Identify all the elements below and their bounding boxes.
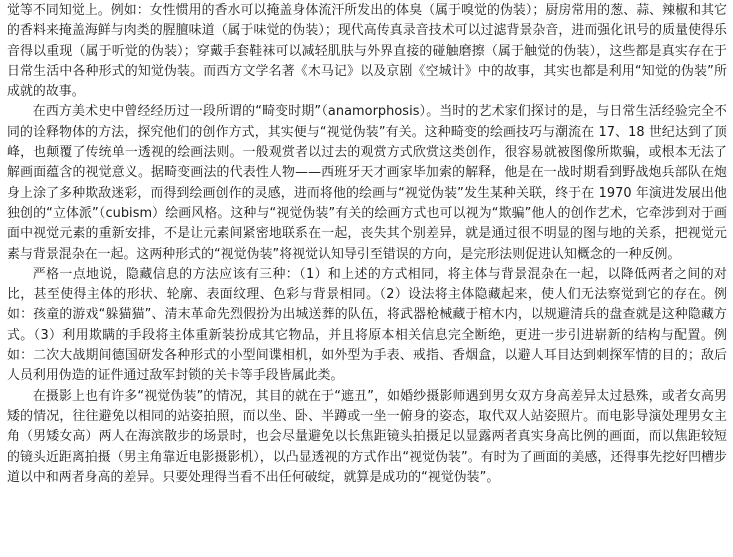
paragraph-2: 在西方美术史中曾经经历过一段所谓的“畸变时期”（anamorphosis）。当时的艺术家们探讨的是，与日常生活经验完全不同的诠释物体的方法，探究他们的创作方式，其实便与“视觉伪装”有关。这种畸变的绘画技巧与潮流在 17、18 世纪达到了顶峰，也颠覆了传统单一透视的绘画法则。一般观赏者以过去的观赏方式欣赏这类创作，很容易就被图像所欺骗，或根本无法了解画面蕴含的视觉意义。据畸变画法的代表性人物——西班牙天才画家毕加索的解释，他是在一战时期看到野战炮兵部队在炮身上涂了多种欺敌迷彩，而得到绘画创作的灵感，进而将他的绘画与“视觉伪装”发生某种关联，终于在 1970 年演进发展出他独创的“立体派”（cubism）绘画风格。这种与“视觉伪装”有关的绘画方式也可以视为“欺骗”他人的创作艺术，它牵涉到对于画面中视觉元素的重新安排，不是让元素间紧密地联系在一起，丧失其个别差异，就是通过很不明显的图与地的关系，把视觉元素与背景混杂在一起。这两种形式的“视觉伪装”将视觉认知导引至错误的方向，是完形法则促进认知概念的一种反例。: [7, 104, 727, 262]
paragraph-4: 在摄影上也有许多“视觉伪装”的情况，其目的就在于“遮丑”，如婚纱摄影师遇到男女双方身高差异太过悬殊，或者女高男矮的情况，往往避免以相同的站姿拍照，而以坐、卧、半蹲或一坐一俯身的姿态，取代双人站姿照片。而电影导演处理男女主角（男矮女高）两人在海滨散步的场景时，也会尽量避免以长焦距镜头拍摄足以显露两者真实身高比例的画面，而以焦距较短的镜头近距离拍摄（男主角靠近电影摄影机），以凸显透视的方式作出“视觉伪装”。有时为了画面的美感，还得事先挖好凹槽步道以中和两者身高的差异。只要处理得当看不出任何破绽，就算是成功的“视觉伪装”。: [7, 388, 727, 485]
paragraph-1: 觉等不同知觉上。例如：女性惯用的香水可以掩盖身体流汗所发出的体臭（属于嗅觉的伪装）；厨房常用的葱、蒜、辣椒和其它的香料来掩盖海鲜与肉类的腥膻味道（属于味觉的伪装）；现代高传真录音技术可以过滤背景杂音，进而强化讯号的质量使得乐音得以重现（属于听觉的伪装）；穿戴手套鞋袜可以减轻肌肤与外界直接的碰触磨擦（属于触觉的伪装），这些都是真实存在于日常生活中各种形式的知觉伪装。而西方文学名著《木马记》以及京剧《空城计》中的故事，其实也都是利用“知觉的伪装”所成就的故事。: [7, 3, 727, 100]
paragraph-3: 严格一点地说，隐藏信息的方法应该有三种：（1）和上述的方式相同，将主体与背景混杂在一起，以降低两者之间的对比，甚至使得主体的形状、轮廓、表面纹理、色彩与背景相同。（2）设法将主体隐藏起来，使人们无法察觉到它的存在。例如：孩童的游戏“躲猫猫”、清末革命先烈假扮为出城送葬的队伍，将武器枪械藏于棺木内，以规避清兵的盘查就是这种隐藏方式。（3）利用欺瞒的手段将主体重新装扮成其它物品，并且将原本相关信息完全断绝，更进一步引进崭新的结构与配置。例如：二次大战期间德国研发各种形式的小型间谍相机，如外型为手表、戒指、香烟盒，以避人耳目达到刺探军情的目的；敌后人员利用伪造的证件通过敌军封锁的关卡等手段皆属此类。: [7, 266, 727, 384]
